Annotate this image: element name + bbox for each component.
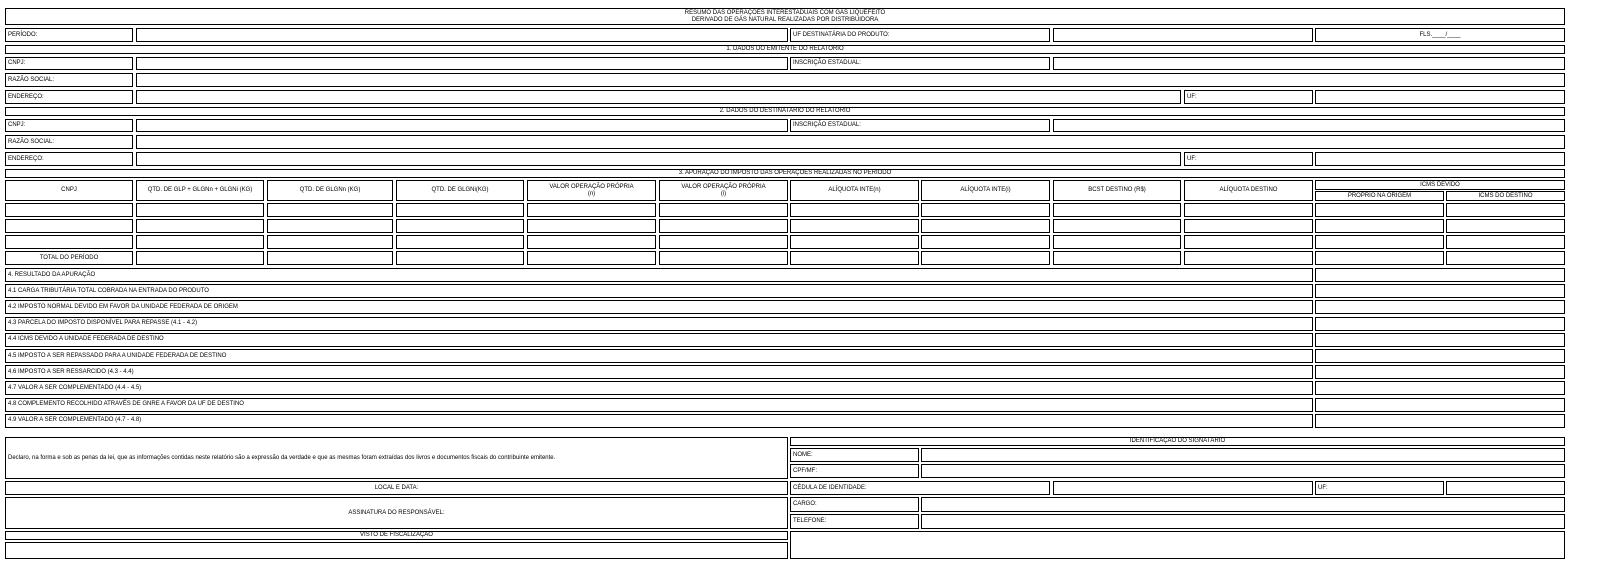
result-row-label: 4.5 IMPOSTO A SER REPASSADO PARA A UNIDADE FEDERADA DE DESTINO — [5, 349, 1313, 363]
signatario-uf-field[interactable] — [1446, 481, 1565, 495]
col-header-valor-n-line1: VALOR OPERAÇÃO PRÓPRIA — [549, 183, 634, 190]
operation-cell[interactable] — [1053, 235, 1181, 249]
result-row-value[interactable] — [1315, 284, 1565, 298]
destinatario-razao-label: RAZÃO SOCIAL: — [5, 135, 133, 149]
emitente-razao-field[interactable] — [136, 73, 1565, 87]
operation-cell[interactable] — [267, 203, 393, 217]
report-title-line2: DERIVADO DE GÁS NATURAL REALIZADAS POR DISTRIBUIDORA — [691, 16, 879, 23]
report-title — [5, 8, 1565, 25]
operation-cell[interactable] — [1315, 219, 1444, 233]
operation-cell[interactable] — [790, 203, 919, 217]
col-header-icms-destino: ICMS DO DESTINO — [1446, 191, 1565, 201]
report-title-line1: RESUMO DAS OPERAÇÕES INTERESTADUAIS COM GÁS LIQUEFEITO — [684, 9, 886, 16]
col-header-cnpj: CNPJ — [5, 180, 133, 201]
col-header-qtd-glgnn: QTD. DE GLGNn (KG) — [267, 180, 393, 201]
total-cell[interactable] — [267, 251, 393, 265]
total-cell[interactable] — [527, 251, 656, 265]
operation-cell[interactable] — [659, 235, 788, 249]
result-row-value[interactable] — [1315, 268, 1565, 282]
signatario-extra-field[interactable] — [790, 531, 1565, 559]
operation-cell[interactable] — [396, 235, 524, 249]
result-row-label: 4.8 COMPLEMENTO RECOLHIDO ATRAVÉS DE GNRE A FAVOR DA UF DE DESTINO — [5, 398, 1313, 412]
result-row-value[interactable] — [1315, 398, 1565, 412]
operation-cell[interactable] — [659, 219, 788, 233]
col-header-qtd-glgni: QTD. DE GLGNi(KG) — [396, 180, 524, 201]
signatario-uf-label: UF: — [1315, 481, 1444, 495]
emitente-cnpj-label: CNPJ: — [5, 57, 133, 70]
emitente-razao-label: RAZÃO SOCIAL: — [5, 73, 133, 87]
operation-cell[interactable] — [921, 235, 1050, 249]
col-header-aliq-i: ALÍQUOTA INTE(i) — [921, 180, 1050, 201]
operation-cell[interactable] — [1315, 203, 1444, 217]
operation-cell[interactable] — [396, 219, 524, 233]
emitente-cnpj-field[interactable] — [136, 57, 788, 70]
section1-title: 1. DADOS DO EMITENTE DO RELATÓRIO — [5, 45, 1565, 54]
destinatario-razao-field[interactable] — [136, 135, 1565, 149]
destinatario-endereco-field[interactable] — [136, 152, 1181, 166]
operation-cell[interactable] — [921, 219, 1050, 233]
result-row-label: 4. RESULTADO DA APURAÇÃO — [5, 268, 1313, 282]
result-row-value[interactable] — [1315, 300, 1565, 314]
destinatario-ie-label: INSCRIÇÃO ESTADUAL: — [790, 119, 1050, 132]
emitente-endereco-field[interactable] — [136, 90, 1181, 104]
col-header-icms-devido: ICMS DEVIDO — [1315, 180, 1565, 190]
result-row-label: 4.3 PARCELA DO IMPOSTO DISPONÍVEL PARA REPASSE (4.1 - 4.2) — [5, 317, 1313, 331]
result-row-value[interactable] — [1315, 333, 1565, 347]
total-cell[interactable] — [659, 251, 788, 265]
col-header-bcst: BCST DESTINO (R$) — [1053, 180, 1181, 201]
operation-cell[interactable] — [267, 219, 393, 233]
operation-cell[interactable] — [527, 203, 656, 217]
signatario-cedula-label: CÉDULA DE IDENTIDADE: — [790, 481, 1050, 495]
total-cell[interactable] — [1184, 251, 1313, 265]
operation-cell[interactable] — [5, 203, 133, 217]
result-row-value[interactable] — [1315, 414, 1565, 428]
result-row-label: 4.6 IMPOSTO A SER RESSARCIDO (4.3 - 4.4) — [5, 365, 1313, 379]
col-header-valor-i-line2: (i) — [720, 190, 727, 197]
total-cell[interactable] — [136, 251, 264, 265]
signatario-nome-label: NOME: — [790, 448, 919, 462]
result-row-value[interactable] — [1315, 317, 1565, 331]
operation-cell[interactable] — [1184, 235, 1313, 249]
result-row-label: 4.9 VALOR A SER COMPLEMENTADO (4.7 - 4.8) — [5, 414, 1313, 428]
result-row-value[interactable] — [1315, 365, 1565, 379]
emitente-uf-label: UF: — [1184, 90, 1313, 104]
result-row-value[interactable] — [1315, 349, 1565, 363]
operation-cell[interactable] — [790, 235, 919, 249]
emitente-endereco-label: ENDEREÇO: — [5, 90, 133, 104]
signatario-cpf-field[interactable] — [921, 464, 1565, 478]
visto-fiscalizacao-title: VISTO DE FISCALIZAÇÃO — [5, 531, 788, 540]
operation-cell[interactable] — [1053, 203, 1181, 217]
total-cell[interactable] — [1446, 251, 1565, 265]
signatario-cargo-field[interactable] — [921, 497, 1565, 512]
section3-title: 3. APURAÇÃO DO IMPOSTO DAS OPERAÇÕES REALIZADAS NO PERÍODO — [5, 169, 1565, 178]
operation-cell[interactable] — [527, 219, 656, 233]
operation-cell[interactable] — [1446, 203, 1565, 217]
emitente-uf-field[interactable] — [1315, 90, 1565, 104]
col-header-valor-i-line1: VALOR OPERAÇÃO PRÓPRIA — [681, 183, 766, 190]
operation-cell[interactable] — [790, 219, 919, 233]
col-header-valor-i — [659, 180, 788, 201]
col-header-valor-n-line2: (n) — [587, 190, 596, 197]
operation-cell[interactable] — [267, 235, 393, 249]
total-cell[interactable] — [921, 251, 1050, 265]
col-header-aliq-destino: ALÍQUOTA DESTINO — [1184, 180, 1313, 201]
result-row-label: 4.1 CARGA TRIBUTÁRIA TOTAL COBRADA NA ENTRADA DO PRODUTO — [5, 284, 1313, 298]
operation-cell[interactable] — [1184, 219, 1313, 233]
fls-field[interactable]: FLS.____/____ — [1315, 28, 1565, 42]
uf-destinataria-field[interactable] — [1053, 28, 1313, 42]
operation-cell[interactable] — [659, 203, 788, 217]
col-header-valor-n — [527, 180, 656, 201]
destinatario-endereco-label: ENDEREÇO: — [5, 152, 133, 166]
emitente-ie-field[interactable] — [1053, 57, 1565, 70]
total-cell[interactable] — [1315, 251, 1444, 265]
local-data-field[interactable]: LOCAL E DATA: — [5, 481, 788, 495]
operation-cell[interactable] — [136, 235, 264, 249]
col-header-proprio-origem: PRÓPRIO NA ORIGEM — [1315, 191, 1444, 201]
destinatario-cnpj-label: CNPJ: — [5, 119, 133, 132]
result-row-label: 4.7 VALOR A SER COMPLEMENTADO (4.4 - 4.5) — [5, 381, 1313, 395]
periodo-field[interactable] — [136, 28, 788, 42]
periodo-label: PERÍODO: — [5, 28, 133, 42]
signatario-cpf-label: CPF/MF: — [790, 464, 919, 478]
assinatura-field[interactable]: ASSINATURA DO RESPONSÁVEL: — [5, 497, 788, 529]
operation-cell[interactable] — [1446, 219, 1565, 233]
result-row-value[interactable] — [1315, 381, 1565, 395]
operation-cell[interactable] — [136, 203, 264, 217]
operation-cell[interactable] — [1315, 235, 1444, 249]
signatario-nome-field[interactable] — [921, 448, 1565, 462]
destinatario-cnpj-field[interactable] — [136, 119, 788, 132]
operation-cell[interactable] — [921, 203, 1050, 217]
col-header-qtd-glp: QTD. DE GLP + GLGNn + GLGNi (KG) — [136, 180, 264, 201]
destinatario-ie-field[interactable] — [1053, 119, 1565, 132]
destinatario-uf-label: UF: — [1184, 152, 1313, 166]
col-header-aliq-n: ALÍQUOTA INTE(n) — [790, 180, 919, 201]
operation-cell[interactable] — [396, 203, 524, 217]
operation-cell[interactable] — [1446, 235, 1565, 249]
uf-destinataria-label: UF DESTINATÁRIA DO PRODUTO: — [790, 28, 1050, 42]
signatario-cargo-label: CARGO: — [790, 497, 919, 512]
signatario-telefone-label: TELEFONE: — [790, 514, 919, 529]
result-row-label: 4.4 ICMS DEVIDO A UNIDADE FEDERADA DE DESTINO — [5, 333, 1313, 347]
declaration-text: Declaro, na forma e sob as penas da lei, que as informações contidas neste relatório são a expressão da verdade e que as mesmas foram extraídas dos livros e documentos fiscais do contribuinte emitente. — [5, 437, 788, 479]
operation-cell[interactable] — [527, 235, 656, 249]
operation-cell[interactable] — [1053, 219, 1181, 233]
operation-cell[interactable] — [1184, 203, 1313, 217]
total-cell[interactable] — [790, 251, 919, 265]
result-row-label: 4.2 IMPOSTO NORMAL DEVIDO EM FAVOR DA UNIDADE FEDERADA DE ORIGEM — [5, 300, 1313, 314]
section2-title: 2. DADOS DO DESTINATÁRIO DO RELATÓRIO — [5, 107, 1565, 116]
operation-cell[interactable] — [5, 219, 133, 233]
operation-cell[interactable] — [136, 219, 264, 233]
operation-cell[interactable] — [5, 235, 133, 249]
signatario-telefone-field[interactable] — [921, 514, 1565, 529]
total-cell[interactable] — [1053, 251, 1181, 265]
total-cell[interactable] — [396, 251, 524, 265]
signatario-title: IDENTIFICAÇÃO DO SIGNATÁRIO — [790, 437, 1565, 446]
signatario-cedula-field[interactable] — [1053, 481, 1313, 495]
visto-fiscalizacao-field[interactable] — [5, 542, 788, 559]
emitente-ie-label: INSCRIÇÃO ESTADUAL: — [790, 57, 1050, 70]
destinatario-uf-field[interactable] — [1315, 152, 1565, 166]
total-periodo-label: TOTAL DO PERÍODO — [5, 251, 133, 265]
